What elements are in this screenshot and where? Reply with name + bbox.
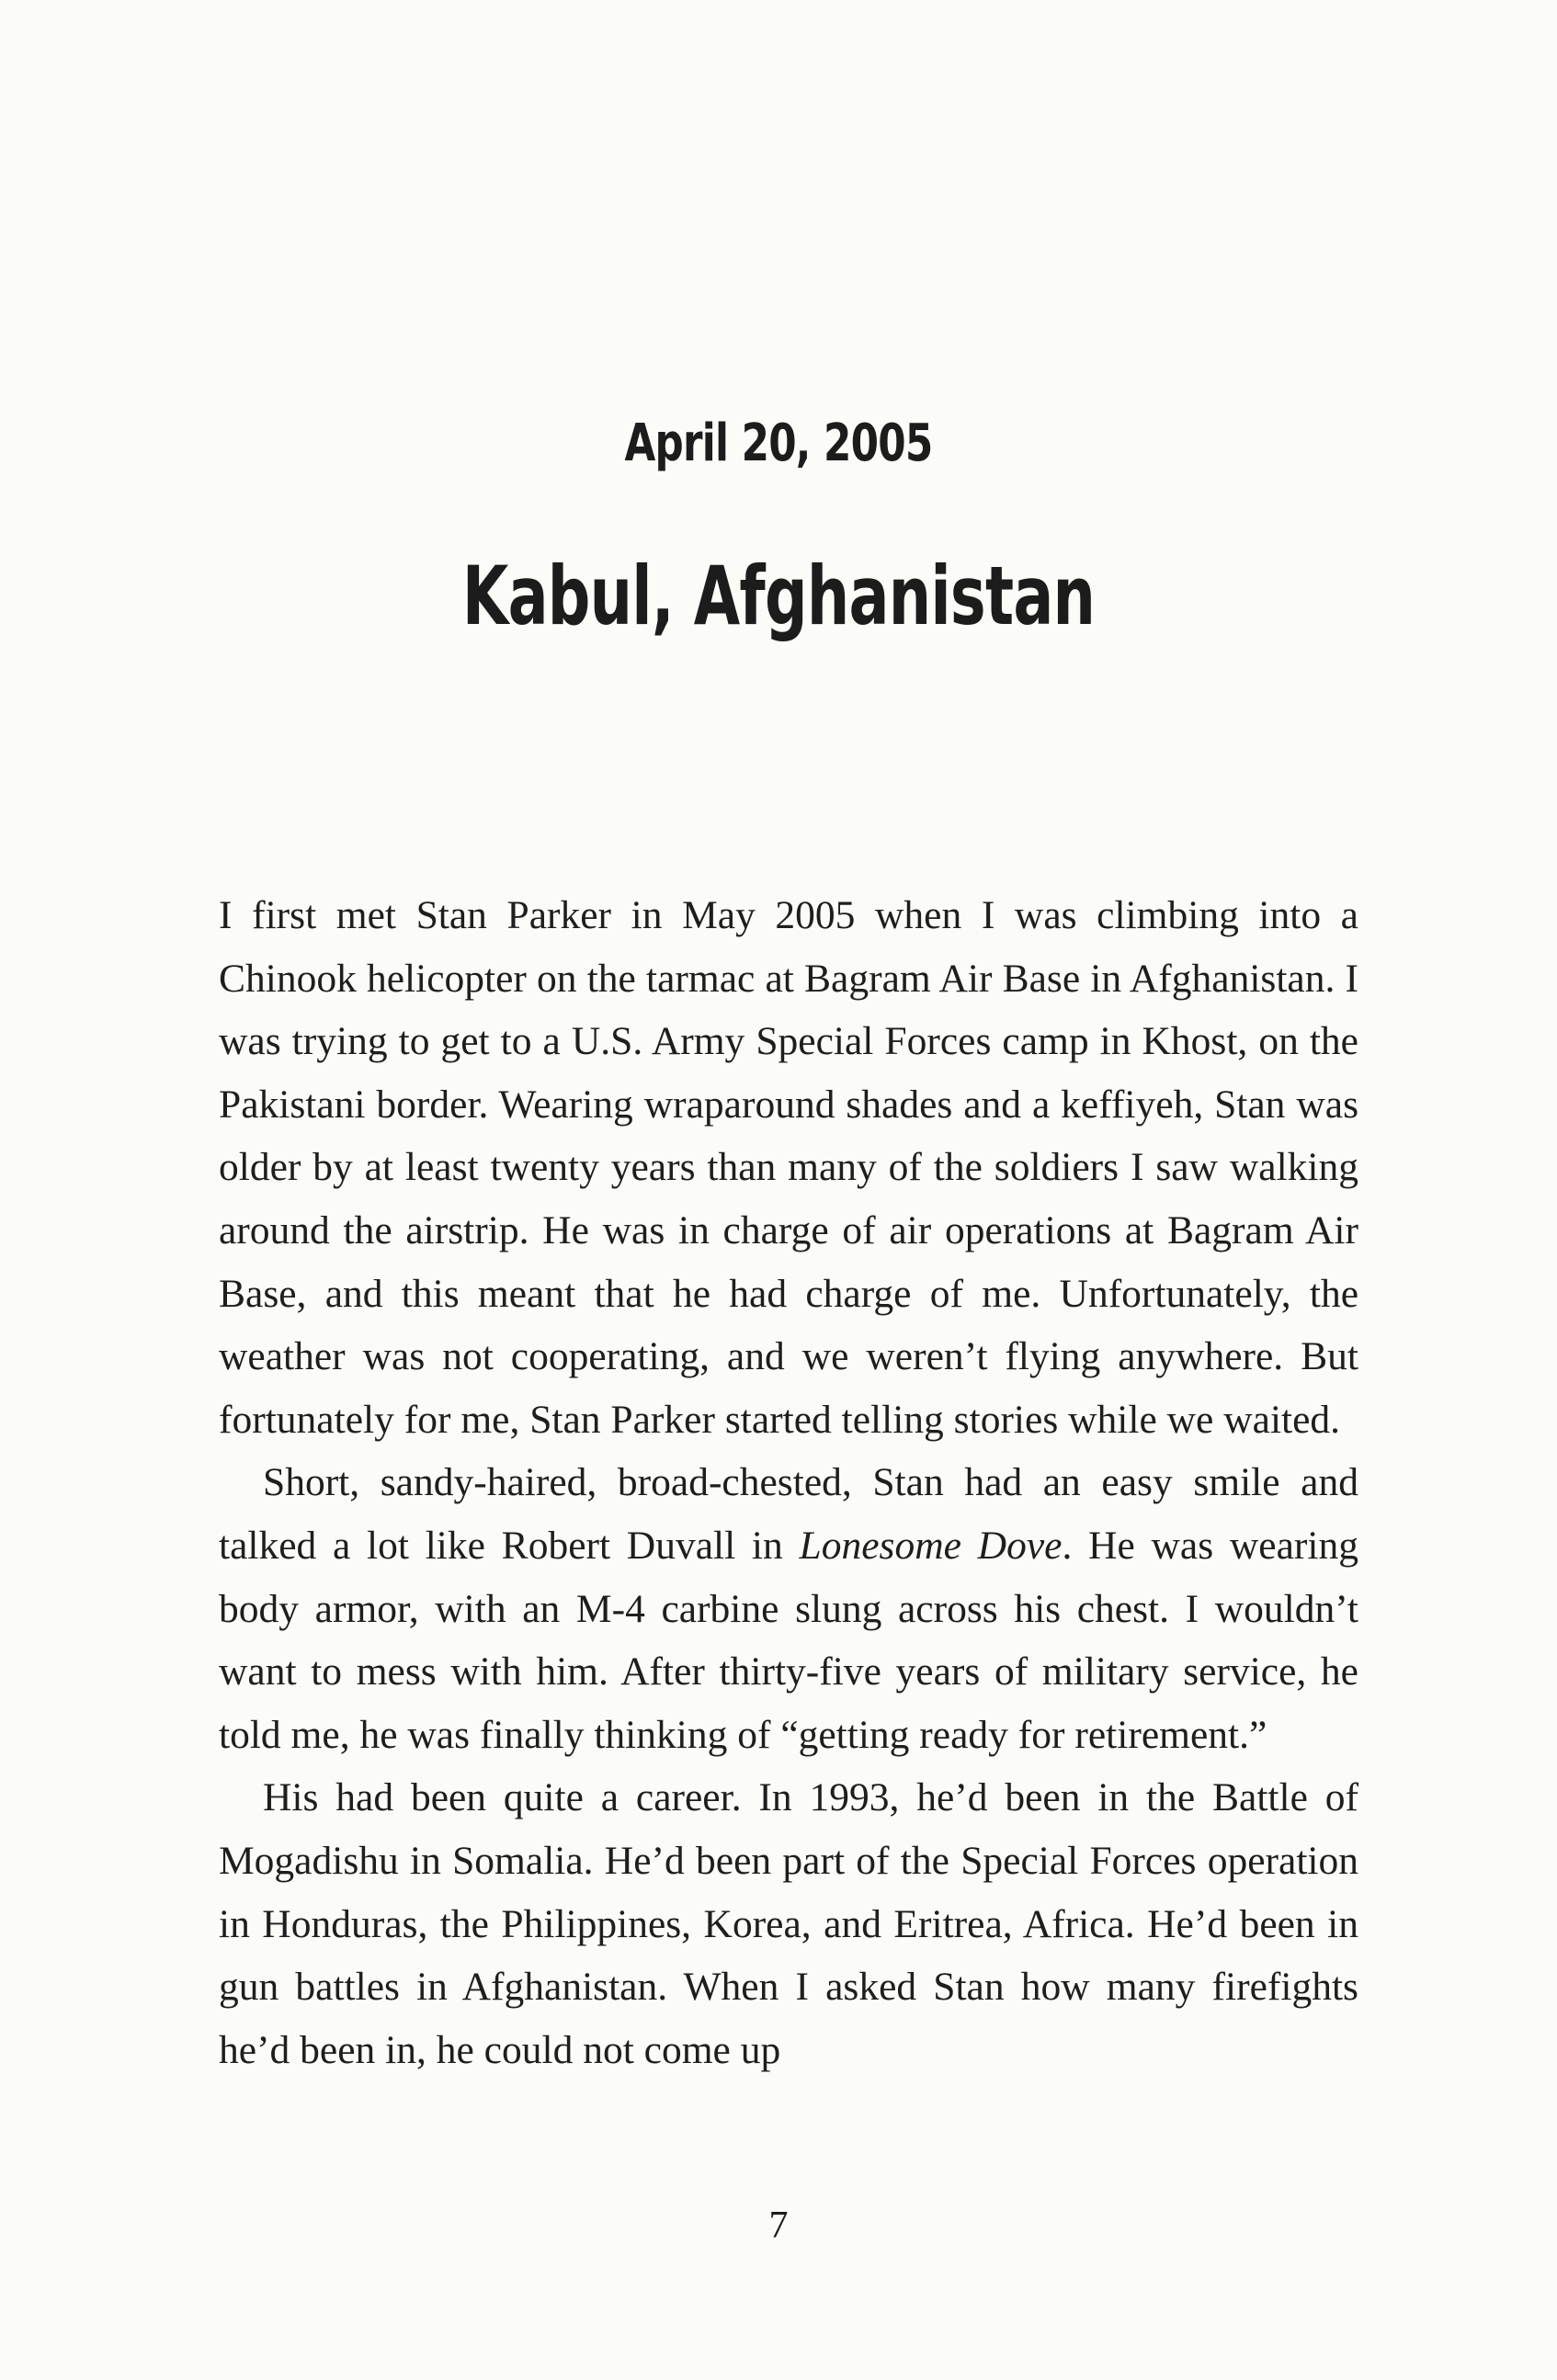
page-number: 7	[768, 2204, 789, 2247]
paragraph-1: I first met Stan Parker in May 2005 when I was climbing into a Chinook helicopter on the tarmac at Bagram Air Base in Afghanistan. I was trying to get to a U.S. Army Special Forces camp in Khost, on the Pakistani border. Wearing wraparound shades and a keffiyeh, Stan was older by at least twenty years than many of the soldiers I saw walking around the airstrip. He was in charge of air operations at Bagram Air Base, and this meant that he had charge of me. Unfortunately, the weather was not cooperating, and we weren’t flying anywhere. But fortunately for me, Stan Parker started telling stories while we waited.	[219, 893, 1358, 1442]
book-title-italic: Lonesome Dove	[799, 1523, 1063, 1568]
chapter-date-heading: April 20, 2005	[624, 414, 933, 473]
paragraph-3: His had been quite a career. In 1993, he’d been in the Battle of Mogadishu in Somalia. He’d been part of the Special Forces operation in Honduras, the Philippines, Korea, and Eritrea, Africa. He’d been in gun battles in Afghanistan. When I asked Stan how many firefights he’d been in, he could not come up	[219, 1775, 1358, 2072]
body-text	[219, 884, 1358, 2081]
paragraph-2	[219, 1451, 1358, 1766]
paragraph-2-text-after: . He was wearing body armor, with an M-4 carbine slung across his chest. I wouldn’t want to mess with him. After thirty-five years of military service, he told me, he was finally thinking of “getting ready for retirement.”	[219, 1523, 1358, 1757]
chapter-place-heading: Kabul, Afghanistan	[461, 549, 1096, 643]
paragraph-2-text-before: Short, sandy-haired, broad-chested, Stan had an easy smile and talked a lot like Robert Duvall in	[219, 1460, 1358, 1568]
